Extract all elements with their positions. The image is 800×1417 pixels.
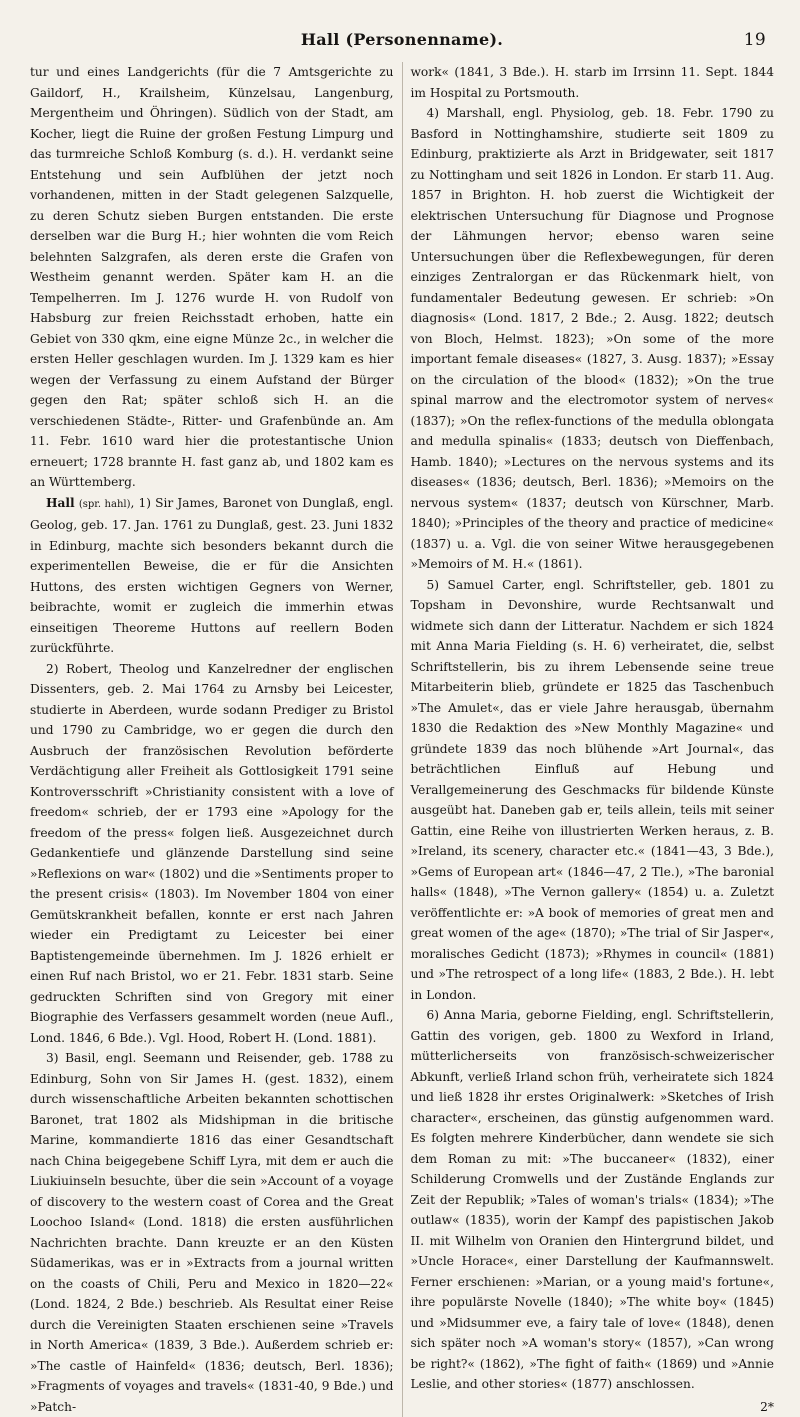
- page-number: 19: [744, 30, 766, 50]
- right-column: [410, 62, 774, 1417]
- left-column: [30, 62, 394, 1417]
- entry-robert: 2) Robert, Theolog und Kanzelredner der englischen Dissenters, geb. 2. Mai 1764 zu Arnsby bei Leicester, studierte in Aberdeen, wurde sodann Prediger zu Bristol und 1790 zu Cambridge, wo er gegen die durch den Ausbruch der französischen Revolution beförderte Verdächtigung aller Freiheit als Gottlosigkeit 1791 seine Kontroversschrift »Christianity consistent with a love of freedom« schrieb, der er 1793 eine »Apology for the freedom of the press« folgen ließ. Ausgezeichnet durch Gedankentiefe und glänzende Darstellung sind seine »Reflexions on war« (1802) und die »Sentiments proper to the present crisis« (1803). Im November 1804 von einer Gemütskrankheit befallen, konnte er erst nach Jahren wieder ein Predigtamt zu Leicester bei einer Baptistengemeinde übernehmen. Im J. 1826 erhielt er einen Ruf nach Bristol, wo er 21. Febr. 1831 starb. Seine gedruckten Schriften sind von Gregory mit einer Biographie des Verfassers gesammelt worden (neue Aufl., Lond. 1846, 6 Bde.). Vgl. Hood, Robert H. (Lond. 1881).: [30, 659, 394, 1049]
- paragraph-text: , 1) Sir James, Baronet von Dunglaß, engl. Geolog, geb. 17. Jan. 1761 zu Dunglaß, gest. 23. Juni 1832 in Edinburg, machte sich besonders bekannt durch die experimentellen Beweise, die er für die Ansichten Huttons, des ersten wichtigen Gegners von Werner, beibrachte, womit er zugleich die immerhin etwas einseitigen Theoreme Huttons auf reellern Boden zurückführte.: [30, 496, 394, 656]
- pronunciation: (spr. hahl): [79, 499, 131, 510]
- page-header: [30, 30, 774, 62]
- entry-basil: 3) Basil, engl. Seemann und Reisender, geb. 1788 zu Edinburg, Sohn von Sir James H. (gest. 1832), einem durch wissenschaftliche Arbeiten bekannten schottischen Baronet, trat 1802 als Midshipman in die britische Marine, kommandierte 1816 das einer Gesandtschaft nach China beigegebene Schiff Lyra, mit dem er auch die Liukiuinseln besuchte, über die sein »Account of a voyage of discovery to the western coast of Corea and the Great Loochoo Island« (Lond. 1818) die ersten ausführlichen Nachrichten brachte. Dann kreuzte er an den Küsten Südamerikas, was er in »Extracts from a journal written on the coasts of Chili, Peru and Mexico in 1820—22« (Lond. 1824, 2 Bde.) beschrieb. Als Resultat einer Reise durch die Vereinigten Staaten erschienen seine »Travels in North America« (1839, 3 Bde.). Außerdem schrieb er: »The castle of Hainfeld« (1836; deutsch, Berl. 1836); »Fragments of voyages and travels« (1831-40, 9 Bde.) und »Patch-: [30, 1048, 394, 1417]
- running-head: Hall (Personenname).: [301, 30, 503, 49]
- paragraph: tur und eines Landgerichts (für die 7 Amtsgerichte zu Gaildorf, H., Krailsheim, Künzelsau, Langenburg, Mergentheim und Öhringen). Südlich von der Stadt, am Kocher, liegt die Ruine der großen Festung Limpurg und das turmreiche Schloß Komburg (s. d.). H. verdankt seine Entstehung und sein Aufblühen der jetzt noch vorhandenen, mitten in der Stadt gelegenen Salzquelle, zu deren Schutz sieben Burgen entstanden. Die erste derselben war die Burg H.; hier wohnten die vom Reich belehnten Salzgrafen, als deren erste die Grafen von Westheim genannt werden. Später kam H. an die Tempelherren. Im J. 1276 wurde H. von Rudolf von Habsburg zur freien Reichsstadt erhoben, hatte ein Gebiet von 330 qkm, eine eigne Münze 2c., in welcher die ersten Heller geschlagen wurden. Im J. 1329 kam es hier wegen der Verfassung zu einem Aufstand der Bürger gegen den Rat; später schloß sich H. an die verschiedenen Städte-, Ritter- und Grafenbünde an. Am 11. Febr. 1610 ward hier die protestantische Union erneuert; 1728 brannte H. fast ganz ab, und 1802 kam es an Württemberg.: [30, 62, 394, 493]
- entry-marshall: 4) Marshall, engl. Physiolog, geb. 18. Febr. 1790 zu Basford in Nottinghamshire, studierte seit 1809 zu Edinburg, praktizierte als Arzt in Bridgewater, seit 1817 zu Nottingham und seit 1826 in London. Er starb 11. Aug. 1857 in Brighton. H. hob zuerst die Wichtigkeit der elektrischen Untersuchung für Diagnose und Prognose der Lähmungen hervor; ebenso waren seine Untersuchungen über die Reflexbewegungen, für deren einziges Zentralorgan er das Rückenmark hielt, von fundamentaler Bedeutung gewesen. Er schrieb: »On diagnosis« (Lond. 1817, 2 Bde.; 2. Ausg. 1822; deutsch von Bloch, Helmst. 1823); »On some of the more important female diseases« (1827, 3. Ausg. 1837); »Essay on the circulation of the blood« (1832); »On the true spinal marrow and the electromotor system of nerves« (1837); »On the reflex-functions of the medulla oblongata and medulla spinalis« (1833; deutsch von Dieffenbach, Hamb. 1840); »Lectures on the nervous systems and its diseases« (1836; deutsch, Berl. 1836); »Memoirs on the nervous system« (1837; deutsch von Kürschner, Marb. 1840); »Principles of the theory and practice of medicine« (1837) u. a. Vgl. die von seiner Witwe herausgegebenen »Memoirs of M. H.« (1861).: [410, 103, 774, 575]
- entry-anna-maria: 6) Anna Maria, geborne Fielding, engl. Schriftstellerin, Gattin des vorigen, geb. 1800 zu Wexford in Irland, mütterlicherseits von französisch-schweizerischer Abkunft, verließ Irland schon früh, verheiratete sich 1824 und ließ 1828 ihr erstes Originalwerk: »Sketches of Irish character«, erscheinen, das günstig aufgenommen ward. Es folgten mehrere Kinderbücher, dann wendete sie sich dem Roman zu mit: »The buccaneer« (1832), einer Schilderung Cromwells und der Zustände Englands zur Zeit der Republik; »Tales of woman's trials« (1834); »The outlaw« (1835), worin der Kampf des papistischen Jakob II. mit Wilhelm von Oranien den Hintergrund bildet, und »Uncle Horace«, einer Darstellung der Kaufmannswelt. Ferner erschienen: »Marian, or a young maid's fortune«, ihre populärste Novelle (1840); »The white boy« (1845) und »Midsummer eve, a fairy tale of love« (1848), denen sich später noch »A woman's story« (1857), »Can wrong be right?« (1862), »The fight of faith« (1869) und »Annie Leslie, and other stories« (1877) anschlossen.: [410, 1005, 774, 1395]
- column-divider: [402, 62, 403, 1417]
- paragraph: work« (1841, 3 Bde.). H. starb im Irrsinn 11. Sept. 1844 im Hospital zu Portsmouth.: [410, 62, 774, 103]
- text-columns: [30, 62, 774, 1417]
- entry-hall: [30, 493, 394, 659]
- entry-samuel-carter: 5) Samuel Carter, engl. Schriftsteller, geb. 1801 zu Topsham in Devonshire, wurde Rechtsanwalt und widmete sich dann der Litteratur. Nachdem er sich 1824 mit Anna Maria Fielding (s. H. 6) verheiratet, die, selbst Schriftstellerin, bis zu ihrem Lebensende seine treue Mitarbeiterin blieb, gründete er 1825 das Taschenbuch »The Amulet«, das er viele Jahre herausgab, übernahm 1830 die Redaktion des »New Monthly Magazine« und gründete 1839 das noch blühende »Art Journal«, das beträchtlichen Einfluß auf Hebung und Verallgemeinerung des Geschmacks für bildende Künste ausgeübt hat. Daneben gab er, teils allein, teils mit seiner Gattin, eine Reihe von illustrierten Werken heraus, z. B. »Ireland, its scenery, character etc.« (1841—43, 3 Bde.), »Gems of European art« (1846—47, 2 Tle.), »The baronial halls« (1848), »The Vernon gallery« (1854) u. a. Zuletzt veröffentlichte er: »A book of memories of great men and great women of the age« (1870); »The trial of Sir Jasper«, moralisches Gedicht (1873); »Rhymes in council« (1881) und »The retrospect of a long life« (1883, 2 Bde.). H. lebt in London.: [410, 575, 774, 1006]
- headword: Hall: [46, 496, 75, 510]
- signature-mark: 2*: [410, 1397, 774, 1417]
